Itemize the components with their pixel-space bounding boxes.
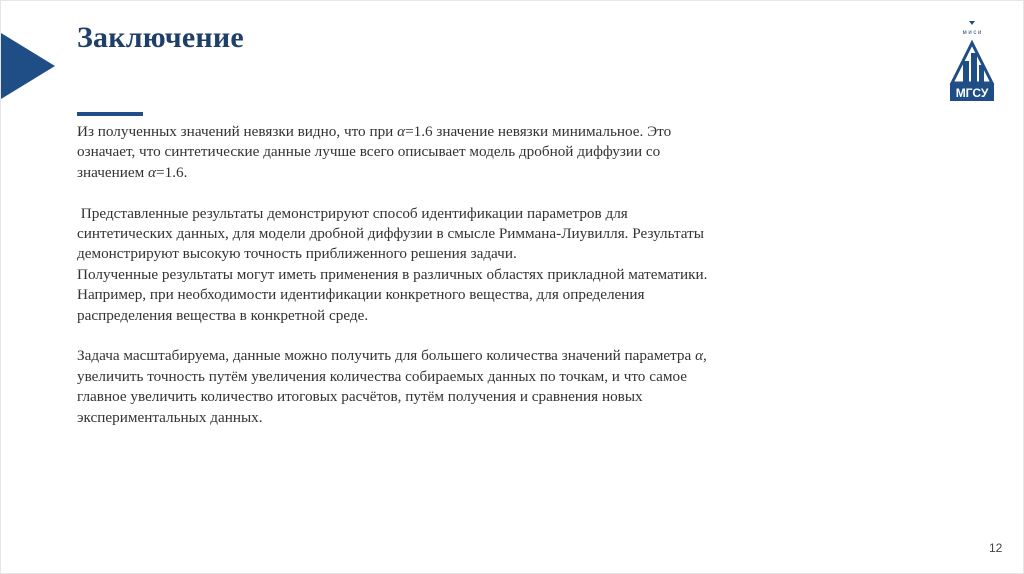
arrow-triangle-icon: [1, 33, 55, 99]
logo-top-letters: м и с и: [962, 30, 982, 36]
logo-name: МГСУ: [955, 86, 989, 100]
paragraph-3-line-2: Например, при необходимости идентификации конкретного вещества, для определения: [77, 286, 645, 304]
text-span: =1.6.: [156, 163, 188, 181]
text-span: Из полученных значений невязки видно, что при: [77, 123, 398, 140]
paragraph-gap: [77, 326, 837, 346]
paragraph-1-line-3: [77, 163, 837, 183]
paragraph-1-line-2: означает, что синтетические данные лучше всего описывает модель дробной диффузии со: [77, 143, 661, 161]
text-span: ,: [703, 347, 707, 365]
slide-title: Заключение: [77, 21, 244, 54]
paragraph-1-line-1: [77, 122, 837, 142]
text-span: Задача масштабируема, данные можно получить для большего количества значений параметра: [77, 347, 696, 365]
paragraph-3-line-1: Полученные результаты могут иметь применения в различных областях прикладной математики.: [77, 265, 708, 283]
body-text: [77, 122, 837, 428]
title-accent-bar: [77, 112, 143, 116]
paragraph-2-line-2: синтетических данных, для модели дробной диффузии в смысле Риммана-Лиувилля. Результаты: [77, 225, 704, 243]
text-span: значением: [77, 163, 149, 181]
paragraph-2-line-3: демонстрируют высокую точность приближенного решения задачи.: [77, 245, 517, 263]
paragraph-gap: [77, 183, 837, 203]
mgsu-logo-icon: [947, 21, 997, 103]
paragraph-3-line-3: распределения вещества в конкретной среде.: [77, 306, 369, 324]
paragraph-2-line-1: Представленные результаты демонстрируют способ идентификации параметров для: [77, 204, 628, 222]
paragraph-4-line-3: главное увеличить количество итоговых расчётов, путём получения и сравнения новых: [77, 388, 643, 406]
alpha-symbol: α: [397, 123, 406, 140]
page-number: 12: [989, 541, 1003, 555]
alpha-symbol: α: [695, 347, 704, 365]
paragraph-4-line-4: экспериментальных данных.: [77, 408, 263, 426]
paragraph-4-line-1: [77, 346, 837, 366]
text-span: =1.6 значение невязки минимальное. Это: [405, 123, 672, 140]
paragraph-4-line-2: увеличить точность путём увеличения количества собираемых данных по точкам, и что самое: [77, 367, 687, 385]
alpha-symbol: α: [148, 163, 157, 181]
